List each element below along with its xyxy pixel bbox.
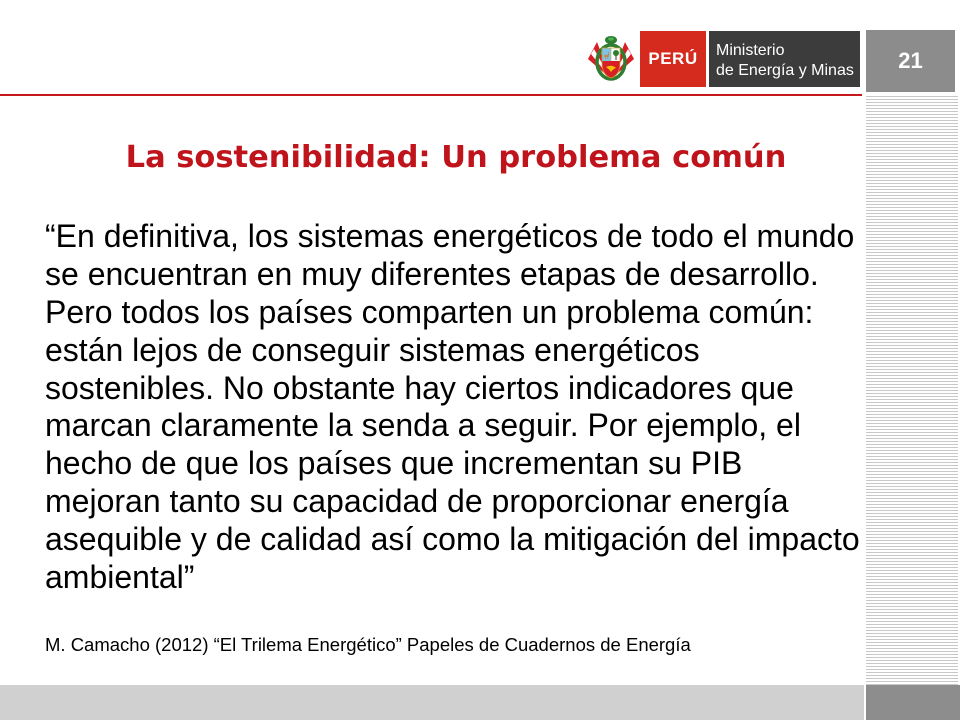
footer-band — [0, 685, 864, 720]
peru-label: PERÚ — [640, 31, 706, 87]
page-number-badge: 21 — [866, 30, 955, 92]
quote-line: “En definitiva, los sistemas energéticos de todo el mundo — [45, 218, 855, 254]
ministry-label — [709, 31, 860, 87]
quote-line: sostenibles. No obstante hay ciertos indicadores que — [45, 369, 794, 406]
red-divider — [0, 94, 862, 96]
citation: M. Camacho (2012) “El Trilema Energético” Papeles de Cuadernos de Energía — [45, 634, 691, 655]
quote-line: mejoran tanto su capacidad de proporcionar energía — [45, 483, 789, 520]
quote-line: hecho de que los países que incrementan su PIB — [45, 445, 743, 482]
ministry-line-1: Ministerio — [716, 42, 785, 59]
quote-line: ambiental” — [45, 559, 195, 596]
slide-title: La sostenibilidad: Un problema común — [125, 140, 787, 175]
ministry-line-2: de Energía y Minas — [716, 62, 854, 79]
quote-line: marcan claramente la senda a seguir. Por ejemplo, el — [45, 407, 801, 444]
quote-line: se encuentran en muy diferentes etapas de desarrollo. — [45, 255, 819, 292]
footer-band-corner — [866, 685, 960, 720]
quote-line: asequible y de calidad así como la mitigación del impacto — [45, 521, 860, 558]
quote-text — [45, 218, 860, 597]
quote-line: Pero todos los países comparten un problema común: — [45, 293, 814, 330]
peru-coat-of-arms-icon — [586, 33, 636, 87]
striped-sidebar — [866, 96, 958, 685]
quote-line: están lejos de conseguir sistemas energéticos — [45, 331, 700, 368]
